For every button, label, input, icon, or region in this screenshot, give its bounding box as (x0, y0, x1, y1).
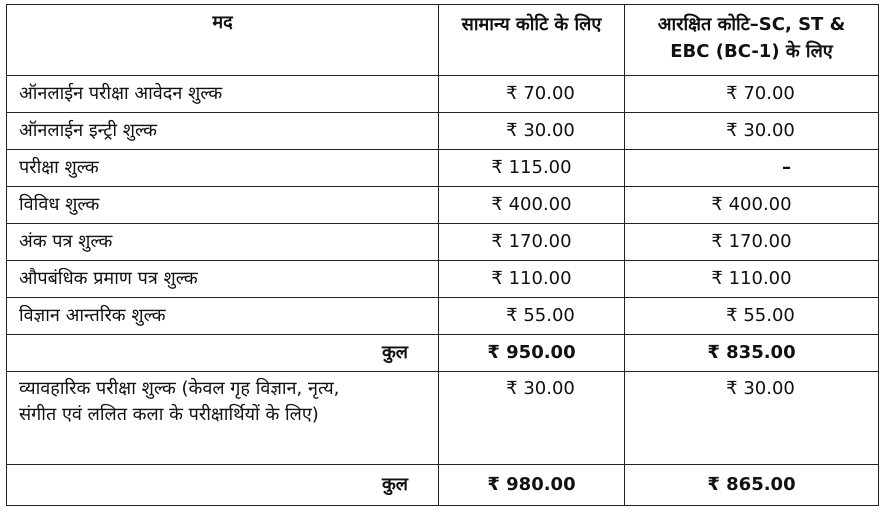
header-general: सामान्य कोटि के लिए (439, 5, 625, 76)
amount-text: ₹ 835.00 (707, 342, 796, 363)
row-reserved-amount (625, 224, 879, 261)
table-row (7, 187, 879, 224)
fee-table (6, 4, 879, 506)
row-reserved-amount (625, 150, 879, 187)
row-reserved-amount (625, 261, 879, 298)
row-reserved-amount (625, 113, 879, 150)
header-reserved: आरक्षित कोटि–SC, ST & EBC (BC-1) के लिए (625, 5, 879, 76)
header-row (7, 5, 879, 76)
table-row (7, 298, 879, 335)
grand-total-row (7, 465, 879, 506)
row-general-amount (439, 76, 625, 113)
total-label: कुल (7, 335, 439, 372)
row-reserved-amount (625, 76, 879, 113)
header-item: मद (7, 5, 439, 76)
total-general-amount (439, 335, 625, 372)
amount-text: ₹ 70.00 (726, 83, 795, 104)
row-item: ऑनलाईन इन्ट्री शुल्क (7, 113, 439, 150)
amount-text: ₹ 865.00 (707, 474, 796, 495)
amount-text: ₹ 55.00 (726, 305, 795, 326)
amount-text: ₹ 30.00 (506, 120, 575, 141)
practical-fee-row (7, 372, 879, 465)
amount-text: ₹ 115.00 (491, 157, 572, 178)
amount-text: ₹ 170.00 (711, 231, 792, 252)
grand-total-label: कुल (7, 465, 439, 506)
row-item: अंक पत्र शुल्क (7, 224, 439, 261)
row-reserved-amount (625, 298, 879, 335)
practical-fee-item: व्यावहारिक परीक्षा शुल्क (केवल गृह विज्ञान, नृत्य, संगीत एवं ललित कला के परीक्षार्थियों के लिए) (7, 372, 439, 465)
row-item: विविध शुल्क (7, 187, 439, 224)
table-row (7, 224, 879, 261)
row-general-amount (439, 224, 625, 261)
table-row (7, 76, 879, 113)
row-item: औपबंधिक प्रमाण पत्र शुल्क (7, 261, 439, 298)
row-general-amount (439, 113, 625, 150)
row-item: ऑनलाईन परीक्षा आवेदन शुल्क (7, 76, 439, 113)
amount-text: ₹ 950.00 (487, 342, 576, 363)
row-general-amount (439, 187, 625, 224)
amount-text: ₹ 30.00 (726, 120, 795, 141)
total-reserved-amount (625, 335, 879, 372)
row-item: परीक्षा शुल्क (7, 150, 439, 187)
practical-general-amount (439, 372, 625, 465)
amount-text: – (782, 157, 791, 178)
table-row (7, 113, 879, 150)
amount-text: ₹ 110.00 (491, 268, 572, 289)
row-item: विज्ञान आन्तरिक शुल्क (7, 298, 439, 335)
amount-text: ₹ 70.00 (506, 83, 575, 104)
amount-text: ₹ 170.00 (491, 231, 572, 252)
grand-total-general-amount (439, 465, 625, 506)
row-reserved-amount (625, 187, 879, 224)
table-row (7, 150, 879, 187)
amount-text: ₹ 400.00 (711, 194, 792, 215)
amount-text: ₹ 55.00 (506, 305, 575, 326)
practical-reserved-amount (625, 372, 879, 465)
amount-text: ₹ 400.00 (491, 194, 572, 215)
amount-text: ₹ 30.00 (726, 378, 795, 399)
amount-text: ₹ 980.00 (487, 474, 576, 495)
table-row (7, 261, 879, 298)
amount-text: ₹ 110.00 (711, 268, 792, 289)
row-general-amount (439, 261, 625, 298)
row-general-amount (439, 298, 625, 335)
fee-table-container (6, 4, 879, 506)
grand-total-reserved-amount (625, 465, 879, 506)
total-row (7, 335, 879, 372)
amount-text: ₹ 30.00 (506, 378, 575, 399)
row-general-amount (439, 150, 625, 187)
